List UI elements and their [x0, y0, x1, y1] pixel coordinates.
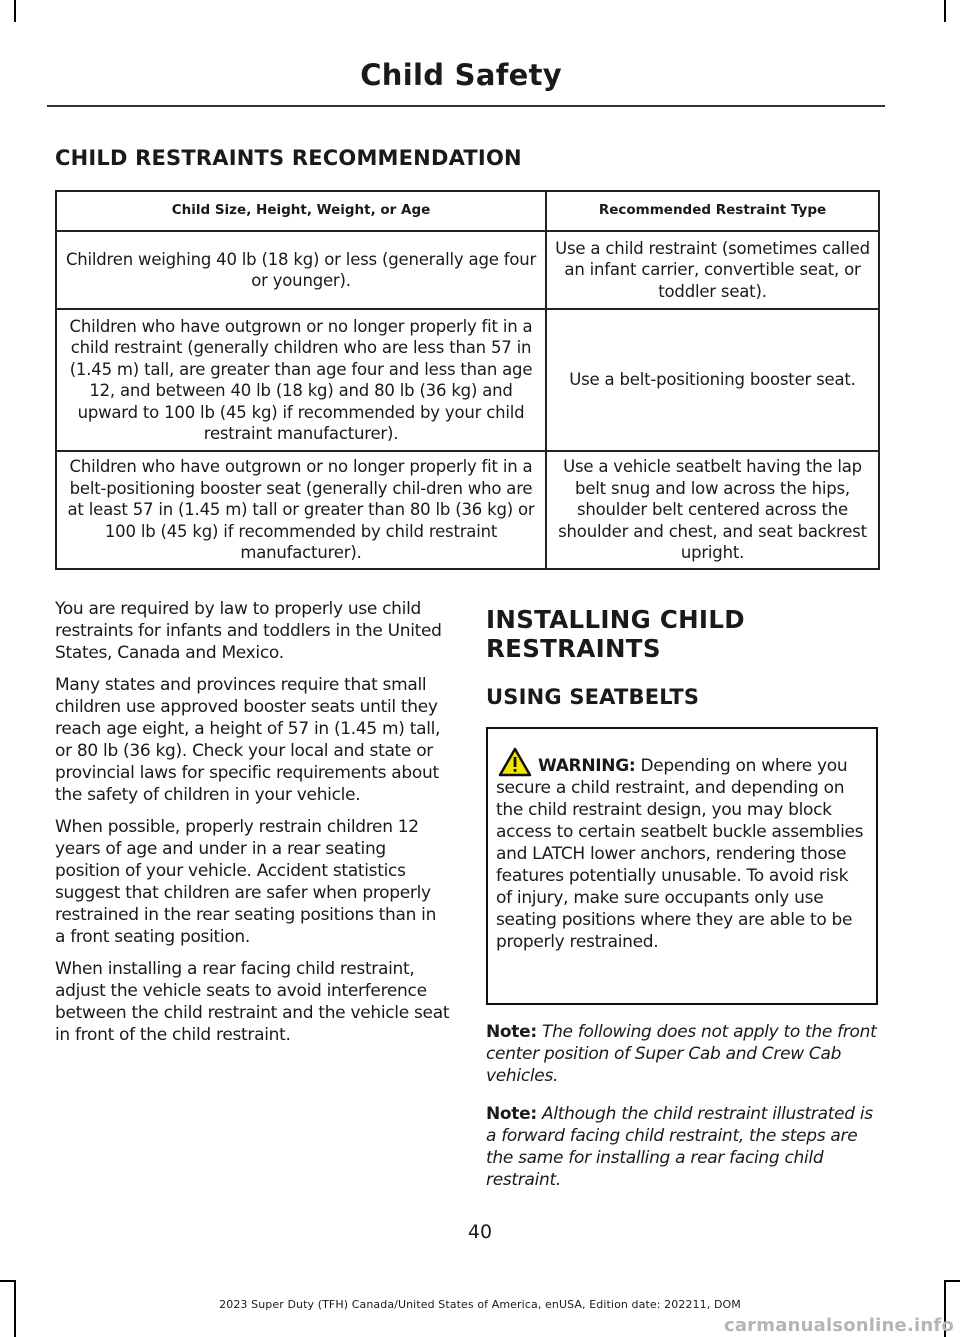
- note: [486, 1103, 881, 1191]
- cell-restraint: Use a vehicle seatbelt having the lap belt snug and low across the hips, shoulder belt centered across the shoulder and chest, and seat backrest upright.: [546, 451, 879, 569]
- cell-restraint: Use a child restraint (sometimes called an infant carrier, convertible seat, or toddler seat).: [546, 231, 879, 309]
- paragraph: You are required by law to properly use child restraints for infants and toddlers in the United States, Canada and Mexico.: [55, 599, 442, 663]
- warning-triangle-icon: [498, 747, 532, 777]
- recommendation-table: [55, 190, 880, 570]
- note-text: The following does not apply to the front center position of Super Cab and Crew Cab vehicles.: [486, 1022, 877, 1086]
- cell-child: Children who have outgrown or no longer properly fit in a child restraint (generally children who are less than 57 in (1.45 m) tall, are greater than age four and less than age 12, and between 40 lb (18 kg) and 80 lb (36 kg) and upward to 100 lb (45 kg) if recommended by your child restraint manufacturer).: [56, 309, 546, 451]
- column-header-restraint: Recommended Restraint Type: [546, 191, 879, 231]
- note-label: Note:: [486, 1104, 537, 1124]
- table-row: [56, 231, 879, 309]
- warning-label: WARNING:: [538, 756, 636, 776]
- install-heading: INSTALLING CHILD RESTRAINTS: [486, 605, 745, 663]
- edition-footer: 2023 Super Duty (TFH) Canada/United States of America, enUSA, Edition date: 202211, DOM: [219, 1298, 741, 1311]
- cell-child: Children weighing 40 lb (18 kg) or less (generally age four or younger).: [56, 231, 546, 309]
- seatbelts-subheading: USING SEATBELTS: [486, 685, 700, 709]
- crop-mark-top-left-vertical: [14, 0, 16, 22]
- header-divider: [47, 105, 885, 107]
- warning-text: Depending on where you secure a child restraint, and depending on the child restraint design, you may block access to certain seatbelt buckle assemblies and LATCH lower anchors, rendering those features potentially unusable. To avoid risk of injury, make sure occupants only use seating positions where they are able to be properly restrained.: [496, 756, 864, 952]
- note-label: Note:: [486, 1022, 537, 1042]
- warning-box: [486, 727, 878, 1005]
- paragraph: Many states and provinces require that small children use approved booster seats until they reach age eight, a height of 57 in (1.45 m) tall, or 80 lb (36 kg). Check your local and state or provincial laws for specific requirements about the safety of children in your vehicle.: [55, 675, 441, 805]
- install-column: [486, 605, 881, 1191]
- crop-mark-top-right-vertical: [944, 0, 946, 22]
- watermark: carmanualsonline.info: [723, 1315, 954, 1336]
- note: [486, 1021, 881, 1087]
- page-title: Child Safety: [360, 58, 562, 92]
- table-row: [56, 451, 879, 569]
- cell-child: Children who have outgrown or no longer properly fit in a belt-positioning booster seat (generally chil-dren who are at least 57 in (1.45 m) tall or greater than 80 lb (36 kg) or 100 lb (45 kg) if recommended by child restraint manufacturer).: [56, 451, 546, 569]
- column-header-child: Child Size, Height, Weight, or Age: [56, 191, 546, 231]
- cell-restraint: Use a belt-positioning booster seat.: [546, 309, 879, 451]
- table-header-row: [56, 191, 879, 231]
- section-heading: CHILD RESTRAINTS RECOMMENDATION: [55, 146, 522, 170]
- paragraph: When possible, properly restrain children 12 years of age and under in a rear seating position of your vehicle. Accident statistics suggest that children are safer when properly restrained in the rear seating positions than in a front seating position.: [55, 817, 437, 947]
- table-row: [56, 309, 879, 451]
- crop-mark-bottom-right-horizontal: [946, 1280, 960, 1282]
- note-text: Although the child restraint illustrated is a forward facing child restraint, the steps are the same for installing a rear facing child restraint.: [486, 1104, 873, 1190]
- crop-mark-bottom-left-horizontal: [0, 1280, 14, 1282]
- body-text-column: [55, 598, 450, 1056]
- page-number: 40: [467, 1221, 493, 1243]
- paragraph: When installing a rear facing child restraint, adjust the vehicle seats to avoid interference between the child restraint and the vehicle seat in front of the child restraint.: [55, 959, 450, 1045]
